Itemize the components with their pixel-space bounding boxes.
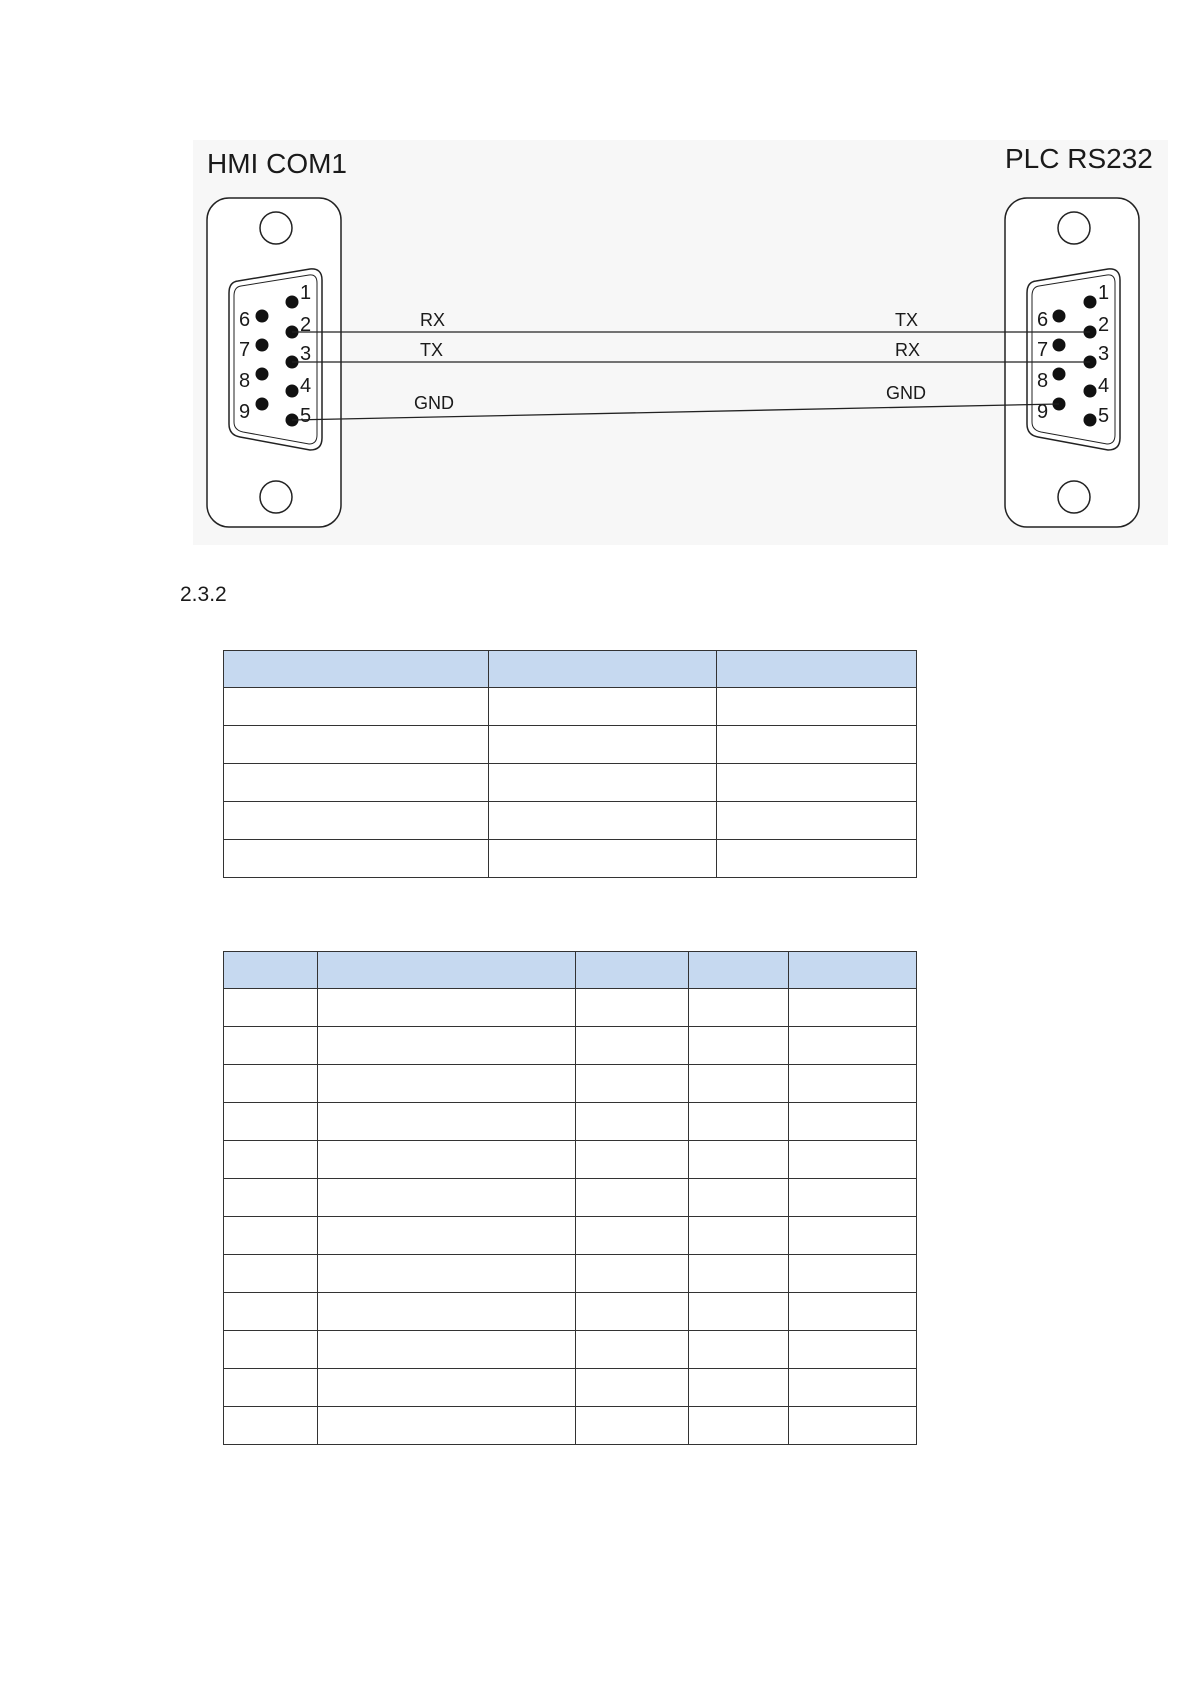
table-header-cell [224, 952, 318, 989]
right-pin-label-1: 1 [1098, 282, 1110, 304]
address-table [223, 951, 917, 1445]
table-cell [489, 726, 717, 764]
right-pin-7 [1053, 339, 1066, 352]
right-pin-4 [1084, 385, 1097, 398]
table-cell [224, 1407, 318, 1445]
table-cell [318, 1217, 576, 1255]
table-cell [318, 1027, 576, 1065]
table-cell [489, 688, 717, 726]
table-cell [789, 1217, 917, 1255]
table-cell [224, 764, 489, 802]
table-cell [318, 1103, 576, 1141]
table-cell [224, 1065, 318, 1103]
table-cell [689, 1331, 789, 1369]
table-cell [789, 1065, 917, 1103]
left-pin-label-3: 3 [300, 343, 312, 365]
table-cell [224, 989, 318, 1027]
wire-label-left-tx: TX [420, 340, 444, 360]
table-cell [224, 726, 489, 764]
table-row [224, 1065, 917, 1103]
table-cell [224, 688, 489, 726]
table-cell [318, 1255, 576, 1293]
table-cell [689, 1027, 789, 1065]
right-pin-label-4: 4 [1098, 375, 1110, 397]
wire-label-left-gnd: GND [414, 393, 454, 413]
table-cell [576, 989, 689, 1027]
table-cell [224, 1103, 318, 1141]
left-pin-label-6: 6 [239, 309, 251, 331]
table-cell [576, 1407, 689, 1445]
left-pin-label-2: 2 [300, 314, 312, 336]
right-pin-6 [1053, 310, 1066, 323]
table-header-cell [717, 651, 917, 688]
table-header-cell [576, 952, 689, 989]
table-cell [789, 1103, 917, 1141]
table-cell [224, 840, 489, 878]
table-cell [789, 1179, 917, 1217]
table-cell [576, 1103, 689, 1141]
table-cell [717, 688, 917, 726]
table-row [224, 1255, 917, 1293]
table-cell [576, 1141, 689, 1179]
table-row [224, 840, 917, 878]
left-pin-4 [286, 385, 299, 398]
left-connector-title: HMI COM1 [207, 148, 347, 179]
table-cell [318, 1293, 576, 1331]
table-cell [318, 1179, 576, 1217]
table-cell [689, 1217, 789, 1255]
table-cell [224, 1179, 318, 1217]
right-pin-label-3: 3 [1098, 343, 1110, 365]
right-mount-hole-bottom [1058, 481, 1090, 513]
table-cell [689, 989, 789, 1027]
table-cell [789, 1407, 917, 1445]
left-mount-hole-top [260, 212, 292, 244]
left-pin-6 [256, 310, 269, 323]
table-cell [224, 1331, 318, 1369]
table-cell [224, 1217, 318, 1255]
wire-label-left-rx: RX [420, 310, 446, 330]
table-cell [576, 1255, 689, 1293]
right-connector-title: PLC RS232 [1005, 143, 1153, 174]
table-row [224, 1369, 917, 1407]
table-header-cell [224, 651, 489, 688]
left-mount-hole-bottom [260, 481, 292, 513]
table-cell [489, 840, 717, 878]
table-header-cell [318, 952, 576, 989]
table-cell [717, 840, 917, 878]
right-mount-hole-top [1058, 212, 1090, 244]
table-cell [689, 1369, 789, 1407]
table-row [224, 764, 917, 802]
section-number: 2.3.2 [180, 583, 227, 606]
table-cell [789, 1331, 917, 1369]
table-row [224, 1407, 917, 1445]
table-cell [689, 1141, 789, 1179]
table-cell [717, 764, 917, 802]
table-row [224, 1293, 917, 1331]
table-cell [689, 1293, 789, 1331]
right-pin-label-8: 8 [1037, 370, 1049, 392]
table-cell [489, 764, 717, 802]
table-cell [689, 1407, 789, 1445]
table-header-cell [489, 651, 717, 688]
table-cell [318, 989, 576, 1027]
wiring-diagram [0, 0, 1191, 560]
left-pin-label-7: 7 [239, 339, 251, 361]
wire-label-right-gnd: GND [886, 383, 926, 403]
left-pin-label-8: 8 [239, 370, 251, 392]
table-cell [789, 1141, 917, 1179]
table-row [224, 1027, 917, 1065]
table-cell [576, 1179, 689, 1217]
table-cell [224, 1027, 318, 1065]
table-cell [717, 802, 917, 840]
left-pin-1 [286, 296, 299, 309]
table-row [224, 726, 917, 764]
table-cell [576, 1293, 689, 1331]
left-pin-7 [256, 339, 269, 352]
left-pin-label-9: 9 [239, 401, 251, 423]
right-pin-label-6: 6 [1037, 309, 1049, 331]
wire-label-right-rx: RX [895, 340, 921, 360]
table-cell [689, 1065, 789, 1103]
table-cell [576, 1369, 689, 1407]
table-cell [717, 726, 917, 764]
table-cell [318, 1407, 576, 1445]
right-pin-label-9: 9 [1037, 401, 1049, 423]
table-header-cell [789, 952, 917, 989]
table-cell [789, 1027, 917, 1065]
left-pin-label-1: 1 [300, 282, 312, 304]
left-pin-label-4: 4 [300, 375, 312, 397]
table-cell [689, 1179, 789, 1217]
table-cell [689, 1103, 789, 1141]
right-pin-label-7: 7 [1037, 339, 1049, 361]
left-pin-8 [256, 368, 269, 381]
table-cell [576, 1065, 689, 1103]
left-pin-label-5: 5 [300, 405, 312, 427]
right-pin-label-5: 5 [1098, 405, 1110, 427]
table-row [224, 1141, 917, 1179]
table-cell [576, 1027, 689, 1065]
table-row [224, 1331, 917, 1369]
table-cell [318, 1331, 576, 1369]
table-header-cell [689, 952, 789, 989]
table-cell [789, 989, 917, 1027]
left-pin-9 [256, 398, 269, 411]
table-header-row [224, 651, 917, 688]
right-pin-8 [1053, 368, 1066, 381]
right-pin-5 [1084, 414, 1097, 427]
right-pin-label-2: 2 [1098, 314, 1110, 336]
table-cell [318, 1141, 576, 1179]
table-cell [789, 1369, 917, 1407]
table-cell [789, 1255, 917, 1293]
table-cell [576, 1217, 689, 1255]
table-cell [224, 1141, 318, 1179]
table-cell [318, 1065, 576, 1103]
table-cell [689, 1255, 789, 1293]
wire-label-right-tx: TX [895, 310, 919, 330]
table-row [224, 1179, 917, 1217]
table-row [224, 1217, 917, 1255]
table-row [224, 688, 917, 726]
table-cell [789, 1293, 917, 1331]
table-cell [224, 1369, 318, 1407]
table-header-row [224, 952, 917, 989]
table-cell [224, 1255, 318, 1293]
right-pin-1 [1084, 296, 1097, 309]
table-cell [576, 1331, 689, 1369]
settings-table [223, 650, 917, 878]
table-row [224, 802, 917, 840]
table-cell [224, 1293, 318, 1331]
table-cell [224, 802, 489, 840]
table-row [224, 989, 917, 1027]
table-row [224, 1103, 917, 1141]
table-cell [489, 802, 717, 840]
table-cell [318, 1369, 576, 1407]
